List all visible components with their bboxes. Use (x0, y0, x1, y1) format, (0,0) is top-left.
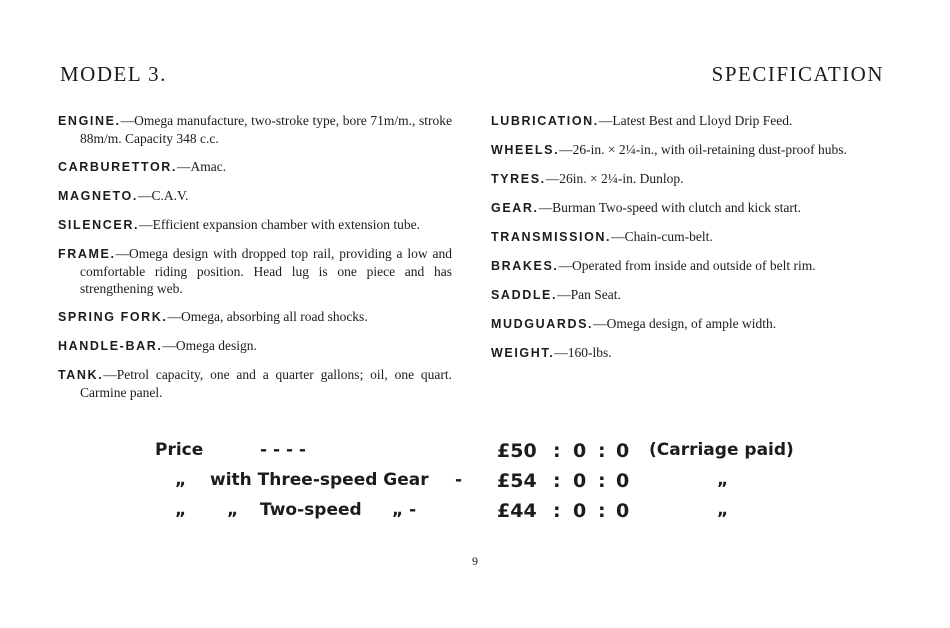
price-separator: : (598, 500, 606, 522)
spec-key: TYRES. (491, 172, 546, 186)
page-number: 9 (472, 554, 478, 568)
price-separator: : (598, 440, 606, 462)
spec-column-right (491, 112, 887, 373)
spec-item-saddle (491, 286, 887, 304)
spec-item-spring-fork (58, 308, 452, 326)
spec-key: SADDLE. (491, 288, 558, 302)
specification-heading: SPECIFICATION (711, 62, 884, 86)
price-leader: - - - - (260, 440, 306, 460)
price-separator: : (553, 500, 561, 522)
price-shillings: 0 (573, 440, 587, 462)
spec-text: —26-in. × 2¼-in., with oil-retaining dust-proof hubs. (559, 142, 847, 157)
spec-item-brakes (491, 257, 887, 275)
spec-item-handle-bar (58, 337, 452, 355)
spec-item-tank (58, 366, 452, 401)
spec-item-transmission (491, 228, 887, 246)
spec-item-engine (58, 112, 452, 147)
price-shillings: 0 (573, 500, 587, 522)
spec-item-frame (58, 245, 452, 297)
ditto-mark: „ (175, 500, 187, 520)
price-label: with Three-speed Gear (210, 470, 429, 490)
price-pence: 0 (616, 470, 630, 492)
spec-item-lubrication (491, 112, 887, 130)
price-label: Price (155, 440, 204, 460)
price-separator: : (553, 470, 561, 492)
spec-item-silencer (58, 216, 452, 234)
spec-key: GEAR. (491, 201, 539, 215)
spec-text: —Omega design, of ample width. (593, 316, 777, 331)
spec-text: —Burman Two-speed with clutch and kick start. (538, 200, 801, 215)
spec-key: CARBURETTOR. (58, 160, 177, 174)
price-pounds: £50 (497, 440, 537, 462)
spec-key: BRAKES. (491, 259, 559, 273)
spec-text: —Operated from inside and outside of belt rim. (558, 258, 816, 273)
spec-key: ENGINE. (58, 114, 121, 128)
spec-text: —Amac. (176, 159, 227, 174)
price-pounds: £44 (497, 500, 537, 522)
price-label: Two-speed (260, 500, 362, 520)
price-leader: - (455, 470, 463, 490)
spec-column-left (58, 112, 452, 412)
spec-item-carburettor (58, 158, 452, 176)
spec-key: MUDGUARDS. (491, 317, 594, 331)
price-note: „ (717, 500, 729, 520)
spec-key: FRAME. (58, 247, 116, 261)
spec-text: —26in. × 2¼-in. Dunlop. (545, 171, 684, 186)
spec-item-mudguards (491, 315, 887, 333)
price-row (155, 500, 805, 530)
spec-item-weight (491, 344, 887, 362)
spec-text: —Omega design with dropped top rail, providing a low and comfortable riding position. Head lug is one piece and has strengthening web. (80, 246, 452, 296)
spec-key: HANDLE-BAR. (58, 339, 163, 353)
ditto-mark: „ (227, 500, 239, 520)
spec-item-gear (491, 199, 887, 217)
spec-key: WHEELS. (491, 143, 560, 157)
price-note: (Carriage paid) (649, 440, 794, 460)
price-note: „ (717, 470, 729, 490)
spec-key: TANK. (58, 368, 104, 382)
spec-key: MAGNETO. (58, 189, 138, 203)
spec-key: LUBRICATION. (491, 114, 599, 128)
spec-item-wheels (491, 141, 887, 159)
spec-text: —Omega, absorbing all road shocks. (167, 309, 368, 324)
spec-key: WEIGHT. (491, 346, 555, 360)
spec-key: SILENCER. (58, 218, 140, 232)
price-table (155, 440, 805, 530)
price-separator: : (553, 440, 561, 462)
spec-text: —Chain-cum-belt. (611, 229, 713, 244)
ditto-mark: „ (175, 470, 187, 490)
spec-text: —Omega design. (162, 338, 257, 353)
price-shillings: 0 (573, 470, 587, 492)
price-pounds: £54 (497, 470, 537, 492)
spec-key: SPRING FORK. (58, 310, 168, 324)
price-separator: : (598, 470, 606, 492)
spec-text: —Latest Best and Lloyd Drip Feed. (598, 113, 793, 128)
model-heading: MODEL 3. (60, 62, 167, 86)
spec-text: —Efficient expansion chamber with extension tube. (139, 217, 421, 232)
spec-item-tyres (491, 170, 887, 188)
spec-text: —Pan Seat. (557, 287, 621, 302)
spec-key: TRANSMISSION. (491, 230, 612, 244)
spec-text: —160-lbs. (554, 345, 612, 360)
spec-text: —Omega manufacture, two-stroke type, bore 71m/m., stroke 88m/m. Capacity 348 c.c. (80, 113, 452, 146)
spec-text: —Petrol capacity, one and a quarter gallons; oil, one quart. Carmine panel. (80, 367, 452, 400)
spec-item-magneto (58, 187, 452, 205)
price-pence: 0 (616, 440, 630, 462)
price-row (155, 470, 805, 500)
price-pence: 0 (616, 500, 630, 522)
spec-text: —C.A.V. (137, 188, 189, 203)
price-row (155, 440, 805, 470)
price-leader: „ - (392, 500, 417, 520)
